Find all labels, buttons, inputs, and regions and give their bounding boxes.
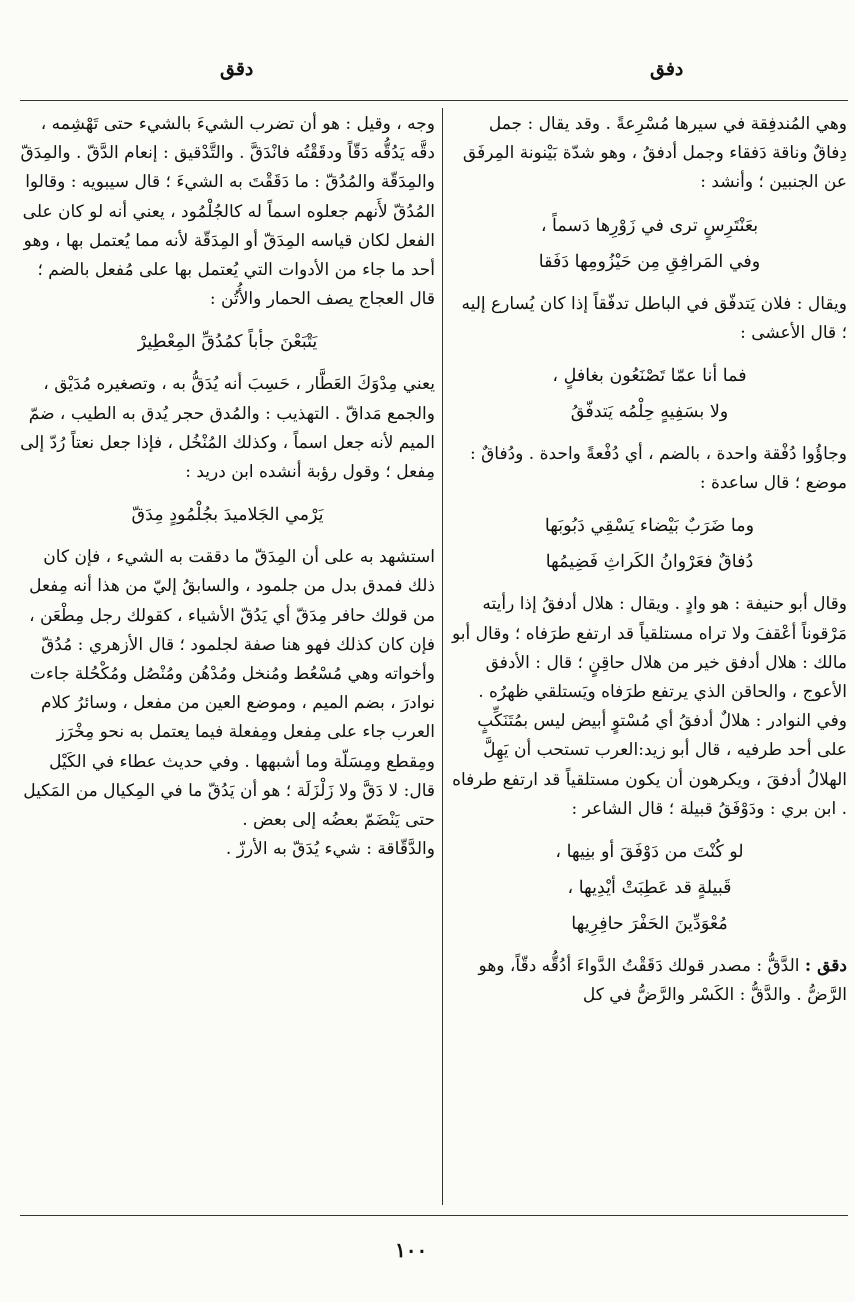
verse-block xyxy=(20,324,435,360)
bottom-rule xyxy=(20,1215,848,1216)
verse-block xyxy=(452,208,847,280)
entry-text: الدَّقُّ : مصدر قولك دَقَقْتُ الدَّواءَ أدُقُّه دقّاً، وهو الرَّضُّ . والدَّقُّ : الكَسْر والرَّضُّ في كل xyxy=(478,956,847,1006)
entry-paragraph: وجه ، وقيل : هو أن تضرب الشيءَ بالشيء حتى تَهْشِمه ، دقَّه يَدُقُّه دَقّاً ودقَقْتُه فانْدَقَّ . والتَّدْقيق : إنعام الدَّقّ . والمِدَقّ والمِدَقّة والمُدُقّ : ما دَقَقْتَ به الشيءَ ؛ قال سيبويه : وقالوا المُدُقّ لأَنهم جعلوه اسماً له كالجُلْمُود ، يعني أنه لو كان على الفعل لكان قياسه المِدَقّ أو المِدَقّة لأنه مما يُعتمل بها ، وهو أحد ما جاء من الأدوات التي يُعتمل بها على مُفعل بالضم ؛ قال العجاج يصف الحمار والأُتُن : xyxy=(20,114,435,310)
entry-paragraph: استشهد به على أن المِدَقّ ما دققت به الشيء ، فإن كان ذلك فمدق بدل من جلمود ، والسابقُ إليّ من هذا أنه مِفعل من قولك حافر مِدَقّ أي يَدُقّ الأشياء ، كقولك رجل مِطْعَن ، فإن كان كذلك فهو هنا صفة لجلمود ؛ قال الأزهري : مُدُقّ وأخواته وهي مُسْعُط ومُنخل ومُدْهُن ومُنْصُل ومُكْحُلة جاءت نوادرَ ، بضم الميم ، وموضع العين من مفعل ، وسائرُ كلام العرب جاء على مِفعل ومِفعلة فيما يعتمل به نحو مِخْرَز ومِقطع ومِسَلّة وما أشبهها . وفي حديث عطاء في الكَيْل قال: لا دَقَّ ولا زَلْزَلَة ؛ هو أن يَدُقّ ما في المِكيال من المَكيل حتى يَنْضَمّ بعضُه إلى بعض . xyxy=(23,547,435,831)
verse-line: فما أنا عمّا تَصْنَعُون بغافلٍ ، xyxy=(552,366,747,387)
verse-line: دُفاقٌ فعَرْوانُ الكَراثِ فَضِيمُها xyxy=(545,552,754,573)
verse-line: بعَنْتَرِسٍ ترى في زَوْرِها دَسماً ، xyxy=(540,215,759,236)
top-rule xyxy=(20,100,848,101)
verse-block xyxy=(452,834,847,942)
running-header-left: دقق xyxy=(220,58,254,80)
verse-line: قَبيلةٍ قد عَطِبَتْ أيْدِيها ، xyxy=(567,878,732,899)
left-column xyxy=(20,110,435,864)
verse-line: مُعْوَدِّينَ الحَفْرَ حافِرِيها xyxy=(571,914,728,935)
entry-paragraph xyxy=(452,952,847,1010)
entry-headword: دقق : xyxy=(804,956,847,977)
verse-line: يَتْبَعْنَ جأباً كمُدُقِّ المِعْطِيرْ xyxy=(137,332,318,353)
verse-block xyxy=(452,508,847,580)
entry-paragraph: وقال أبو حنيفة : هو وادٍ . ويقال : هلال أدفقُ إذا رأيته مَرْقوناً أعْقفَ ولا تراه مستلقياً قد ارتفع طرَفاه ؛ وقال أبو مالك : هلال أدفق خير من هلال حاقِنٍ ؛ قال : الأدفق الأعوج ، والحاقن الذي يرتفع طرَفاه ويَستلقي ظهرُه . وفي النوادر : هلالٌ أدفقُ أي مُسْتوٍ أبيض ليس بمُتَنَكِّبٍ على أحد طرفيه ، قال أبو زيد:العرب تستحب أن يَهِلَّ الهلالُ أدفقَ ، ويكرهون أن يكون مستلقياً قد ارتفع طرفاه . ابن بري : ودَوْفَقُ قبيلة ؛ قال الشاعر : xyxy=(452,594,847,819)
column-divider xyxy=(442,108,443,1205)
verse-block xyxy=(20,497,435,533)
entry-paragraph: وهي المُندفِقة في سيرها مُسْرِعةً . وقد يقال : جمل دِفاقٌ وناقة دَفقاء وجمل أدفقُ ، وهو شدّة بَيْنونة المِرفَق عن الجنبين ؛ وأنشد : xyxy=(462,114,847,193)
verse-line: يَرْمي الجَلاميدَ بجُلْمُودٍ مِدَقّ xyxy=(131,505,324,526)
entry-paragraph: ويقال : فلان يَتدفّق في الباطل تدفّقاً إذا كان يُسارع إليه ؛ قال الأعشى : xyxy=(461,293,847,343)
entry-paragraph: والدَّقّاقة : شيء يُدَقّ به الأرزّ . xyxy=(225,839,435,860)
entry-paragraph: وجاؤُوا دُفْقة واحدة ، بالضم ، أي دُفْعةً واحدة . ودُفاقٌ : موضع ؛ قال ساعدة : xyxy=(469,444,847,494)
entry-paragraph: يعني مِدْوَكَ العَطَّار ، حَسِبَ أنه يُدَقُّ به ، وتصغيره مُدَيْق ، والجمع مَداقّ . التهذيب : والمُدق حجر يُدق به الطيب ، ضمّ الميم لأنه جعل اسماً ، وكذلك المُنْخُل ، فإذا جعل نعتاً رُدّ إلى مِفعل ؛ وقول رؤبة أنشده ابن دريد : xyxy=(20,374,435,483)
running-header-right: دفق xyxy=(650,58,684,80)
verse-line: لو كُنْتَ من دَوْفَقَ أو بنِيها ، xyxy=(555,842,744,863)
right-column xyxy=(452,110,847,1010)
verse-line: وفي المَرافِقِ مِن حَيْزُومِها دَفَقا xyxy=(538,251,761,272)
verse-line: وما ضَرَبٌ بَيْضاء يَسْقِي دَبُوبَها xyxy=(544,516,755,537)
verse-line: ولا بسَفِيهٍ حِلْمُه يَتدفّقُ xyxy=(570,402,729,423)
page-number: ١٠٠ xyxy=(395,1238,428,1262)
verse-block xyxy=(452,358,847,430)
